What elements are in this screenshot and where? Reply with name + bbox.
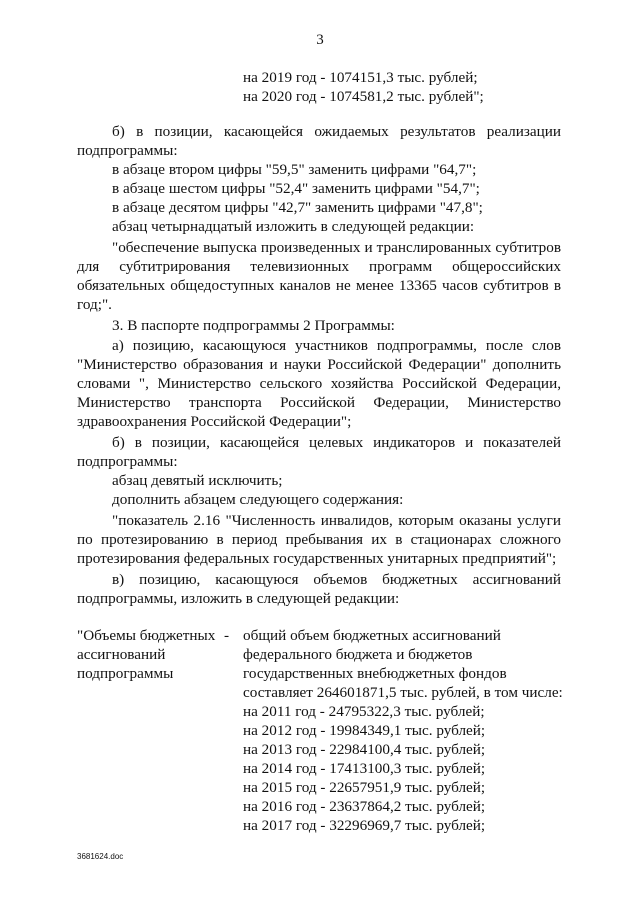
page-number: 3	[316, 32, 324, 48]
table-right-line: на 2017 год - 32296969,7 тыс. рублей;	[243, 817, 486, 834]
paragraph-line: абзац четырнадцатый изложить в следующей редакции:	[112, 218, 475, 235]
paragraph-line: дополнить абзацем следующего содержания:	[112, 491, 404, 508]
table-right-line: на 2012 год - 19984349,1 тыс. рублей;	[243, 722, 486, 739]
table-dash: -	[224, 627, 230, 644]
paragraph-line: б) в позиции, касающейся ожидаемых результатов реализации	[112, 123, 561, 140]
paragraph-line: обязательных общедоступных каналов не менее 13365 часов субтитров в	[77, 277, 561, 294]
paragraph-line: в) позицию, касающуюся объемов бюджетных ассигнований	[112, 571, 561, 588]
paragraph-line: в абзаце шестом цифры "52,4" заменить цифрами "54,7";	[112, 180, 480, 197]
table-right-line: на 2013 год - 22984100,4 тыс. рублей;	[243, 741, 486, 758]
paragraph-line: здравоохранения Российской Федерации";	[77, 413, 352, 430]
table-left-line: ассигнований	[77, 646, 166, 663]
paragraph-line: "Министерство образования и науки Российской Федерации" дополнить	[77, 356, 561, 373]
paragraph-line: подпрограммы, изложить в следующей редакции:	[77, 590, 400, 607]
paragraph-line: 3. В паспорте подпрограммы 2 Программы:	[112, 317, 395, 334]
paragraph-line: б) в позиции, касающейся целевых индикаторов и показателей	[112, 434, 561, 451]
table-right-line: государственных внебюджетных фондов	[243, 665, 507, 682]
table-left-line: "Объемы бюджетных	[77, 627, 216, 644]
table-right-line: на 2015 год - 22657951,9 тыс. рублей;	[243, 779, 486, 796]
paragraph-line: подпрограммы:	[77, 142, 178, 159]
paragraph-line: абзац девятый исключить;	[112, 472, 283, 489]
year-2019-line: на 2019 год - 1074151,3 тыс. рублей;	[243, 69, 478, 86]
paragraph-line: в абзаце десятом цифры "42,7" заменить цифрами "47,8";	[112, 199, 483, 216]
paragraph-line: а) позицию, касающуюся участников подпрограммы, после слов	[112, 337, 561, 354]
table-right-line: на 2011 год - 24795322,3 тыс. рублей;	[243, 703, 485, 720]
paragraph-line: по протезированию в период пребывания их в стационарах сложного	[77, 531, 561, 548]
paragraph-line: год;".	[77, 296, 112, 313]
paragraph-line: подпрограммы:	[77, 453, 178, 470]
paragraph-line: для субтитрирования телевизионных программ общероссийских	[77, 258, 561, 275]
table-right-line: на 2016 год - 23637864,2 тыс. рублей;	[243, 798, 486, 815]
table-left-line: подпрограммы	[77, 665, 174, 682]
paragraph-line: протезирования федеральных государственных унитарных предприятий";	[77, 550, 557, 567]
year-2020-line: на 2020 год - 1074581,2 тыс. рублей";	[243, 88, 484, 105]
paragraph-line: "обеспечение выпуска произведенных и транслированных субтитров	[112, 239, 561, 256]
paragraph-line: "показатель 2.16 "Численность инвалидов, которым оказаны услуги	[112, 512, 561, 529]
table-right-line: федерального бюджета и бюджетов	[243, 646, 473, 663]
paragraph-line: Министерство транспорта Российской Федерации, Министерство	[77, 394, 561, 411]
paragraph-line: в абзаце втором цифры "59,5" заменить цифрами "64,7";	[112, 161, 477, 178]
table-right-line: на 2014 год - 17413100,3 тыс. рублей;	[243, 760, 486, 777]
table-right-line: составляет 264601871,5 тыс. рублей, в том числе:	[243, 684, 563, 701]
paragraph-line: словами ", Министерство сельского хозяйства Российской Федерации,	[77, 375, 561, 392]
table-right-line: общий объем бюджетных ассигнований	[243, 627, 501, 644]
footer-filename: 3681624.doc	[77, 852, 124, 861]
